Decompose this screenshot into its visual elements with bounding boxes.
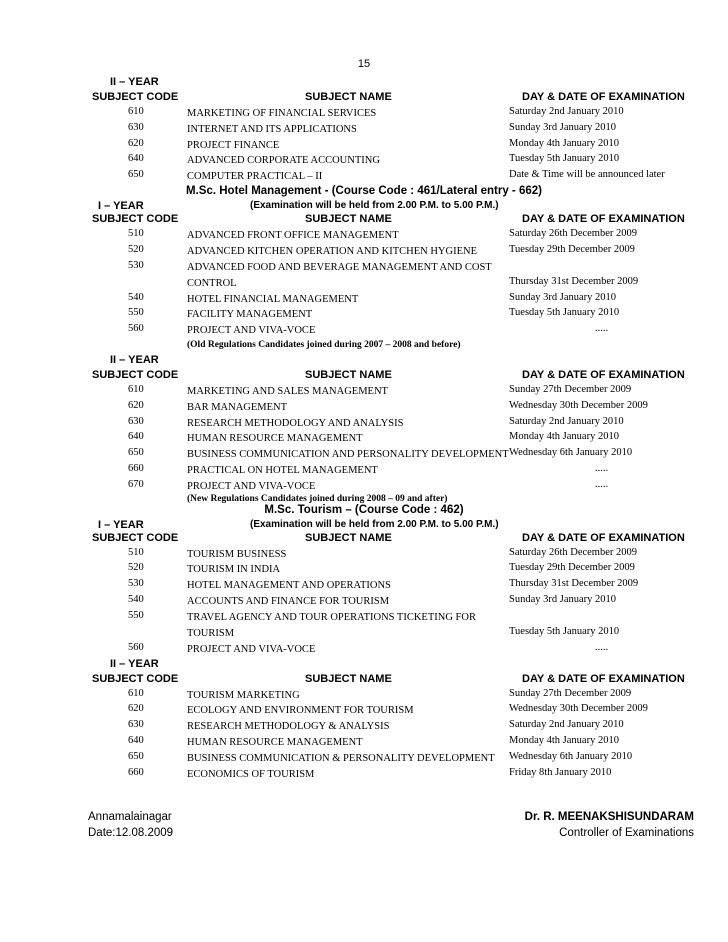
table-row <box>0 291 728 307</box>
subject-code: 640 <box>128 153 144 165</box>
table-header <box>0 211 728 227</box>
course-title-hotel: M.Sc. Hotel Management - (Course Code : 461/Lateral entry - 662) <box>186 184 542 197</box>
subject-code: 650 <box>128 447 144 459</box>
subject-name: RESEARCH METHODOLOGY AND ANALYSIS <box>187 417 404 429</box>
table-row <box>0 243 728 259</box>
subject-code: 610 <box>128 106 144 117</box>
exam-date: Monday 4th January 2010 <box>509 431 619 443</box>
exam-date-header: DAY & DATE OF EXAMINATION <box>522 672 685 685</box>
subject-code: 660 <box>128 766 144 778</box>
subject-code: 670 <box>128 478 144 490</box>
subject-name: TOURISM IN INDIA <box>187 564 281 576</box>
subject-code-header: SUBJECT CODE <box>92 368 179 381</box>
exam-date: Wednesday 6th January 2010 <box>509 750 633 762</box>
exam-date: Monday 4th January 2010 <box>509 734 619 746</box>
subject-name: RESEARCH METHODOLOGY & ANALYSIS <box>187 721 390 733</box>
subject-name: PROJECT AND VIVA-VOCE <box>187 643 316 655</box>
exam-date: Tuesday 5th January 2010 <box>509 153 620 165</box>
exam-date: Tuesday 5th January 2010 <box>509 307 620 319</box>
table-row <box>0 766 728 782</box>
exam-date: Sunday 3rd January 2010 <box>509 593 617 605</box>
table-header <box>0 89 728 105</box>
subject-code: 620 <box>128 703 144 715</box>
exam-date: Saturday 26th December 2009 <box>509 546 638 558</box>
table-row <box>0 383 728 399</box>
signatory-name: Dr. R. MEENAKSHISUNDARAM <box>524 811 694 823</box>
subject-name: ECOLOGY AND ENVIRONMENT FOR TOURISM <box>187 705 414 717</box>
subject-name: PROJECT AND VIVA-VOCE <box>187 480 316 492</box>
subject-name: PROJECT FINANCE <box>187 139 280 151</box>
table-row <box>0 259 728 291</box>
exam-date-header: DAY & DATE OF EXAMINATION <box>522 212 685 225</box>
exam-date: Saturday 2nd January 2010 <box>509 415 624 427</box>
exam-date: Sunday 3rd January 2010 <box>509 291 617 303</box>
subject-code: 560 <box>128 323 144 335</box>
subject-name-header: SUBJECT NAME <box>305 368 392 381</box>
subject-name: ADVANCED KITCHEN OPERATION AND KITCHEN HYGIENE <box>187 245 477 257</box>
subject-name-header: SUBJECT NAME <box>305 91 392 103</box>
table-header <box>0 367 728 383</box>
subject-code: 650 <box>128 750 144 762</box>
table-row <box>0 168 728 184</box>
subject-code: 540 <box>128 291 144 303</box>
issue-date: Date:12.08.2009 <box>88 827 174 839</box>
subject-name: TOURISM MARKETING <box>187 689 300 701</box>
exam-date: Friday 8th January 2010 <box>509 766 612 778</box>
subject-name: TOURISM BUSINESS <box>187 548 287 560</box>
subject-name: HOTEL MANAGEMENT AND OPERATIONS <box>187 580 391 592</box>
exam-date-header: DAY & DATE OF EXAMINATION <box>522 368 685 381</box>
subject-code: 640 <box>128 734 144 746</box>
subject-name: COMPUTER PRACTICAL – II <box>187 171 323 183</box>
table-row <box>0 105 728 121</box>
exam-date: Monday 4th January 2010 <box>509 137 619 149</box>
exam-date: ..... <box>594 478 609 490</box>
exam-date: Thursday 31st December 2009 <box>509 578 639 590</box>
subject-code: 510 <box>128 546 144 558</box>
table-row <box>0 322 728 338</box>
subject-code: 520 <box>128 562 144 574</box>
table-row <box>0 399 728 415</box>
table-row <box>0 702 728 718</box>
subject-name-header: SUBJECT NAME <box>305 212 392 225</box>
subject-code: 530 <box>128 578 144 590</box>
year-heading: II – YEAR <box>110 353 159 366</box>
table-row <box>0 687 728 703</box>
exam-time-note: (Examination will be held from 2.00 P.M. to 5.00 P.M.) <box>250 199 499 211</box>
subject-name: ECONOMICS OF TOURISM <box>187 768 315 780</box>
subject-name: ADVANCED CORPORATE ACCOUNTING <box>187 155 380 167</box>
exam-date: Wednesday 30th December 2009 <box>509 399 648 411</box>
year-heading: II – YEAR <box>110 657 159 670</box>
table-row <box>0 593 728 609</box>
exam-date: ..... <box>594 641 609 653</box>
table-row <box>0 430 728 446</box>
exam-date: Tuesday 29th December 2009 <box>509 243 635 255</box>
exam-date: Saturday 2nd January 2010 <box>509 719 624 731</box>
table-row <box>0 306 728 322</box>
subject-code: 510 <box>128 227 144 239</box>
subject-name: BAR MANAGEMENT <box>187 401 288 413</box>
place: Annamalainagar <box>88 811 172 823</box>
table-row <box>0 462 728 478</box>
subject-code: 660 <box>128 462 144 474</box>
subject-code: 550 <box>128 307 144 319</box>
subject-name: PROJECT AND VIVA-VOCE <box>187 325 316 337</box>
subject-code: 620 <box>128 399 144 411</box>
subject-name: BUSINESS COMMUNICATION & PERSONALITY DEVELOPMENT <box>187 752 495 764</box>
subject-name: TRAVEL AGENCY AND TOUR OPERATIONS TICKETING FOR TOURISM <box>187 611 476 639</box>
exam-date-header: DAY & DATE OF EXAMINATION <box>522 531 685 544</box>
table-row <box>0 718 728 734</box>
subject-name-header: SUBJECT NAME <box>305 531 392 544</box>
subject-code-header: SUBJECT CODE <box>92 91 179 103</box>
exam-date-header: DAY & DATE OF EXAMINATION <box>522 91 685 103</box>
table-row <box>0 734 728 750</box>
table-row <box>0 609 728 641</box>
subject-name: ADVANCED FOOD AND BEVERAGE MANAGEMENT AND COST CONTROL <box>187 261 492 289</box>
year-heading: II – YEAR <box>110 76 159 88</box>
exam-date: ..... <box>594 462 609 474</box>
subject-code: 560 <box>128 641 144 653</box>
exam-date: Saturday 26th December 2009 <box>509 227 638 239</box>
subject-code: 640 <box>128 431 144 443</box>
table-row <box>0 227 728 243</box>
subject-code: 610 <box>128 383 144 395</box>
signatory-designation: Controller of Examinations <box>559 827 694 839</box>
exam-date: Wednesday 6th January 2010 <box>509 447 633 459</box>
table-row <box>0 546 728 562</box>
subject-code: 630 <box>128 121 144 133</box>
exam-date: Tuesday 29th December 2009 <box>509 562 635 574</box>
table-row <box>0 561 728 577</box>
table-row <box>0 750 728 766</box>
subject-rows <box>0 105 728 184</box>
subject-code-header: SUBJECT CODE <box>92 531 179 544</box>
year-heading: I – YEAR (Examination will be held from 2.00 P.M. to 5.00 P.M.) <box>98 199 499 212</box>
subject-rows <box>0 546 728 657</box>
table-header <box>0 671 728 687</box>
subject-code: 540 <box>128 593 144 605</box>
table-row <box>0 446 728 462</box>
subject-name: INTERNET AND ITS APPLICATIONS <box>187 123 357 135</box>
subject-name: ACCOUNTS AND FINANCE FOR TOURISM <box>187 595 390 607</box>
subject-name: HUMAN RESOURCE MANAGEMENT <box>187 736 363 748</box>
subject-code: 550 <box>128 609 144 621</box>
subject-code: 610 <box>128 687 144 699</box>
subject-name: HUMAN RESOURCE MANAGEMENT <box>187 433 363 445</box>
table-row <box>0 641 728 657</box>
subject-rows <box>0 687 728 782</box>
exam-date: Tuesday 5th January 2010 <box>509 625 620 637</box>
exam-date: Saturday 2nd January 2010 <box>509 106 624 117</box>
subject-rows <box>0 383 728 494</box>
exam-date: Sunday 3rd January 2010 <box>509 121 617 133</box>
regulation-note: (Old Regulations Candidates joined during 2007 – 2008 and before) <box>187 339 461 350</box>
table-row <box>0 121 728 137</box>
table-row <box>0 152 728 168</box>
subject-code: 620 <box>128 137 144 149</box>
table-row <box>0 478 728 494</box>
subject-name-header: SUBJECT NAME <box>305 672 392 685</box>
table-row <box>0 415 728 431</box>
year-heading: I – YEAR (Examination will be held from 2.00 P.M. to 5.00 P.M.) <box>98 518 499 531</box>
course-title-tourism: M.Sc. Tourism – (Course Code : 462) <box>264 503 464 516</box>
table-row <box>0 577 728 593</box>
exam-time-note: (Examination will be held from 2.00 P.M. to 5.00 P.M.) <box>250 518 499 530</box>
table-header <box>0 530 728 546</box>
subject-name: MARKETING AND SALES MANAGEMENT <box>187 385 388 397</box>
subject-name: MARKETING OF FINANCIAL SERVICES <box>187 108 377 119</box>
subject-code: 530 <box>128 259 144 271</box>
subject-rows <box>0 227 728 338</box>
regulation-note: (New Regulations Candidates joined during 2008 – 09 and after) <box>187 493 448 504</box>
exam-schedule <box>0 75 728 781</box>
table-row <box>0 137 728 153</box>
subject-name: ADVANCED FRONT OFFICE MANAGEMENT <box>187 229 399 241</box>
subject-code: 520 <box>128 243 144 255</box>
page-number: 15 <box>357 58 371 70</box>
exam-date: Sunday 27th December 2009 <box>509 687 632 699</box>
exam-date: Sunday 27th December 2009 <box>509 383 632 395</box>
subject-code-header: SUBJECT CODE <box>92 212 179 225</box>
exam-date: Thursday 31st December 2009 <box>509 275 639 287</box>
subject-name: FACILITY MANAGEMENT <box>187 309 313 321</box>
subject-code: 650 <box>128 169 144 181</box>
exam-date: Wednesday 30th December 2009 <box>509 703 648 715</box>
subject-code: 630 <box>128 719 144 731</box>
subject-name: PRACTICAL ON HOTEL MANAGEMENT <box>187 464 378 476</box>
exam-date: ..... <box>594 323 609 335</box>
subject-name: BUSINESS COMMUNICATION AND PERSONALITY DEVELOPMENT <box>187 449 509 461</box>
subject-code: 630 <box>128 415 144 427</box>
subject-code-header: SUBJECT CODE <box>92 672 179 685</box>
exam-date: Date & Time will be announced later <box>509 169 665 181</box>
subject-name: HOTEL FINANCIAL MANAGEMENT <box>187 293 359 305</box>
